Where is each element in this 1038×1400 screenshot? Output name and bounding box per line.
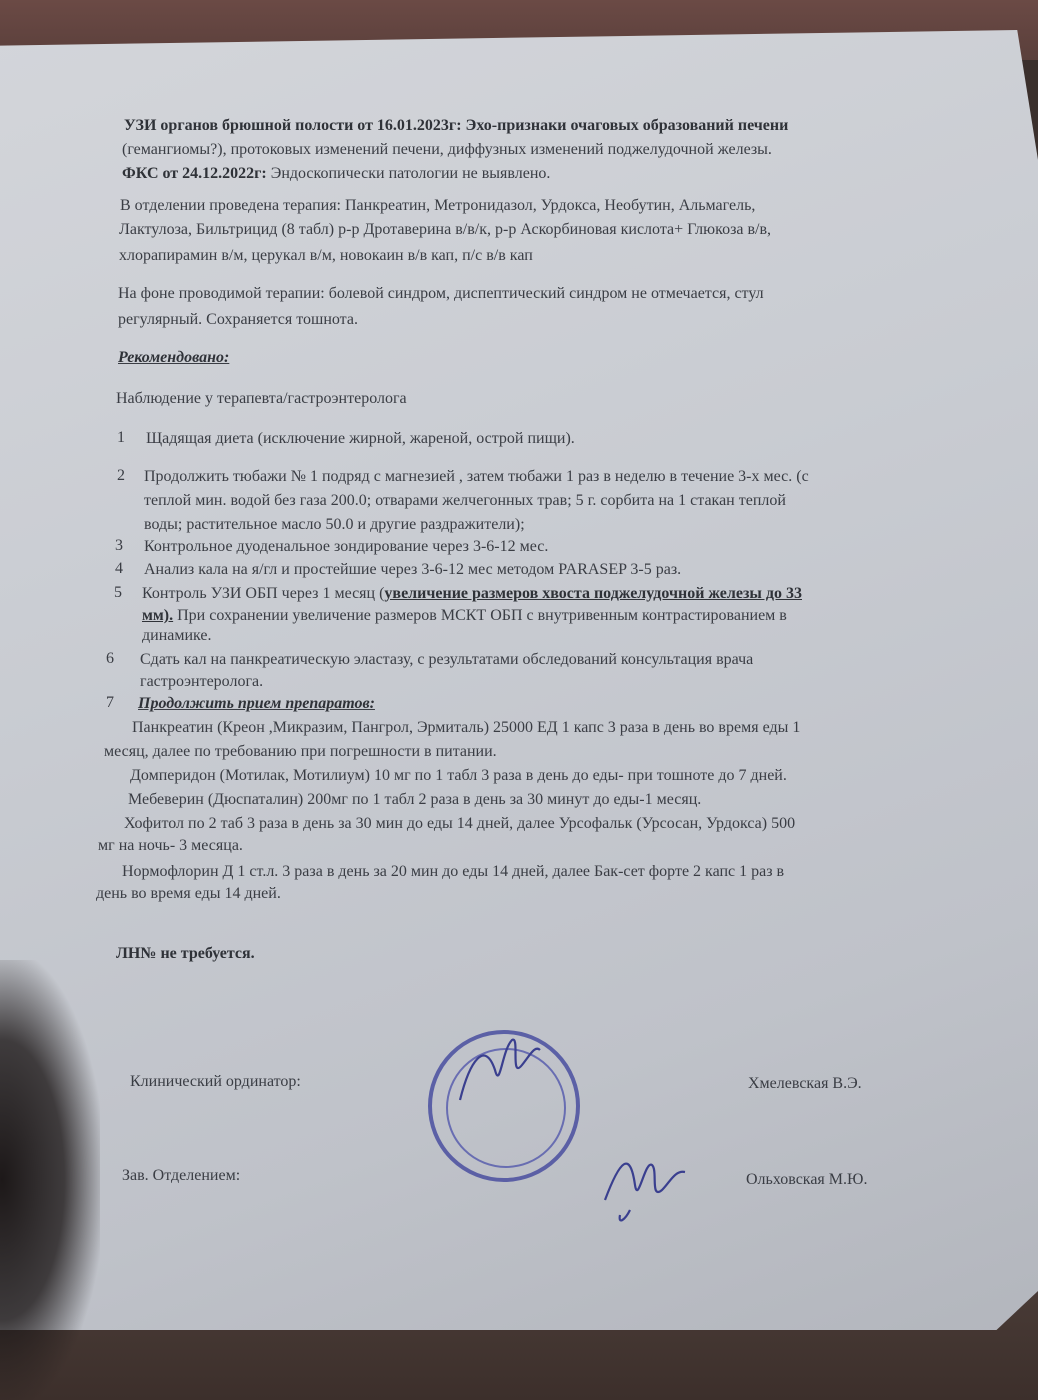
head-name: Ольховская М.Ю. [746,1171,868,1188]
drug-3: Мебеверин (Дюспаталин) 200мг по 1 табл 2 раза в день за 30 минут до еды-1 месяц. [128,791,702,808]
therapy-line-2: Лактулоза, Бильтрицид (8 табл) р-р Дротаверина в/в/к, р-р Аскорбиновая кислота+ Глюкоза в/в, [119,221,772,238]
item-number-6: 6 [106,650,114,667]
item-4-text: Анализ кала на я/гл и простейшие через 3-6-12 мес методом PARASEP 3-5 раз. [144,561,682,578]
head-role: Зав. Отделением: [122,1167,241,1184]
fks-line: ФКС от 24.12.2022г: Эндоскопически патологии не выявлено. [122,165,551,182]
resident-role: Клинический ординатор: [130,1073,301,1090]
drug-5-line-2: день во время еды 14 дней. [96,885,281,902]
drug-1-line-2: месяц, далее по требованию при погрешности в питании. [104,743,497,760]
item-2-line-1: Продолжить тюбажи № 1 подряд с магнезией , затем тюбажи 1 раз в неделю в течение 3-х мес. (с [144,468,809,485]
recommended-heading: Рекомендовано: [118,349,230,366]
resident-name: Хмелевская В.Э. [748,1075,862,1092]
therapy-line-3: хлорапирамин в/м, церукал в/м, новокаин в/в кап, п/с в/в кап [119,247,533,264]
drug-5-line-1: Нормофлорин Д 1 ст.л. 3 раза в день за 20 мин до еды 14 дней, далее Бак-сет форте 2 капс 1 раз в [122,863,785,880]
drug-2: Домперидон (Мотилак, Мотилиум) 10 мг по 1 табл 3 раза в день до еды- при тошноте до 7 дней. [130,767,787,784]
item-6-line-1: Сдать кал на панкреатическую эластазу, с результатами обследований консультация врача [140,651,754,668]
sick-leave-note: ЛН№ не требуется. [116,945,255,962]
item-number-7: 7 [106,694,114,711]
item-7-heading: Продолжить прием препаратов: [138,695,375,712]
observation-line: Наблюдение у терапевта/гастроэнтеролога [116,390,407,407]
item-1-text: Щадящая диета (исключение жирной, жареной, острой пищи). [146,430,575,447]
drug-1-line-1: Панкреатин (Креон ,Микразим, Пангрол, Эрмиталь) 25000 ЕД 1 капс 3 раза в день во время еды 1 [132,719,801,736]
signature-1 [440,1020,560,1120]
therapy-line-1: В отделении проведена терапия: Панкреатин, Метронидазол, Урдокса, Необутин, Альмагель, [120,197,756,214]
item-number-4: 4 [115,560,123,577]
item-number-5: 5 [114,584,122,601]
item-number-2: 2 [117,467,125,484]
us-line-1: УЗИ органов брюшной полости от 16.01.2023г: Эхо-признаки очаговых образований печени [124,117,789,134]
item-5-line-1: Контроль УЗИ ОБП через 1 месяц (увеличение размеров хвоста поджелудочной железы до 33 [142,585,802,602]
item-number-1: 1 [117,429,125,446]
us-line-2: (гемангиомы?), протоковых изменений печени, диффузных изменений поджелудочной железы. [122,141,772,158]
item-5-line-2: мм). При сохранении увеличение размеров МСКТ ОБП с внутривенным контрастированием в [142,607,787,624]
signature-2 [590,1130,700,1230]
item-2-line-2: теплой мин. водой без газа 200.0; отварами желчегонных трав; 5 г. сорбита на 1 стакан теплой [144,492,786,509]
drug-4-line-2: мг на ночь- 3 месяца. [98,837,243,854]
course-line-2: регулярный. Сохраняется тошнота. [118,311,358,328]
item-5-line-3: динамике. [142,627,212,644]
course-line-1: На фоне проводимой терапии: болевой синдром, диспептический синдром не отмечается, стул [118,285,764,302]
item-number-3: 3 [115,537,123,554]
item-3-text: Контрольное дуоденальное зондирование через 3-6-12 мес. [144,538,549,555]
item-2-line-3: воды; растительное масло 50.0 и другие раздражители); [144,516,525,533]
drug-4-line-1: Хофитол по 2 таб 3 раза в день за 30 мин до еды 14 дней, далее Урсофальк (Урсосан, Урдокса) 500 [124,815,796,832]
item-6-line-2: гастроэнтеролога. [140,673,264,690]
